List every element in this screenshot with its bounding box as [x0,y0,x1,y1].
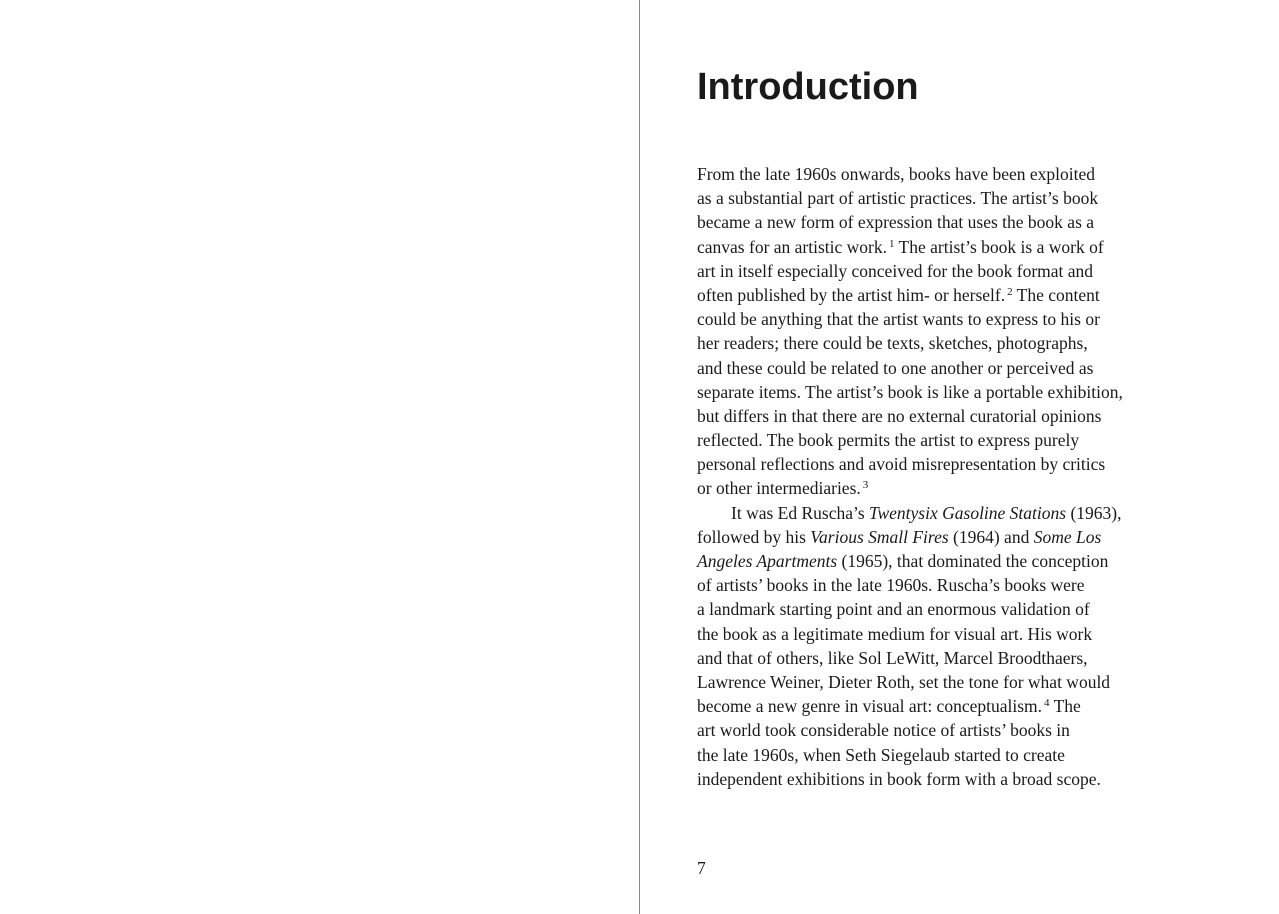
text-line: became a new form of expression that uses the book as a [697,212,1095,233]
footnote-ref: 1 [889,237,895,250]
text-line [697,501,1257,525]
text-line: and that of others, like Sol LeWitt, Marcel Broodthaers, [697,647,1088,668]
chapter-title: Introduction [697,66,919,108]
text-line [697,476,1257,500]
text-segment: canvas for an artistic work. [697,236,887,257]
text-line: a landmark starting point and an enormous validation of [697,599,1090,620]
text-segment: (1964) and [948,526,1034,547]
text-segment: often published by the artist him- or herself. [697,284,1006,305]
text-segment: (1963), [1066,502,1122,523]
text-line: From the late 1960s onwards, books have been exploited [697,164,1096,184]
text-line: the book as a legitimate medium for visual art. His work [697,623,1093,644]
text-segment: followed by his [697,526,811,547]
footnote-ref: 2 [1007,285,1013,298]
text-line: of artists’ books in the late 1960s. Ruscha’s books were [697,575,1085,596]
text-line: could be anything that the artist wants to express to his or [697,309,1100,330]
book-title: Some Los [1033,526,1102,547]
text-line [697,283,1257,307]
text-line [697,235,1257,259]
left-page-blank [0,0,639,914]
text-line: art world took considerable notice of artists’ books in [697,720,1070,741]
text-segment: (1965), that dominated the conception [837,551,1109,571]
text-line [697,525,1257,549]
text-segment: The content [1012,284,1100,305]
body-text [697,162,1257,791]
footnote-ref: 3 [862,479,869,492]
text-segment: It was Ed Ruscha’s [731,502,870,523]
book-title: Various Small Fires [810,526,949,547]
text-line: the late 1960s, when Seth Siegelaub started to create [697,744,1065,765]
text-line: and these could be related to one another or perceived as [697,357,1094,378]
footnote-ref: 4 [1044,697,1050,710]
text-line: personal reflections and avoid misrepresentation by critics [697,454,1106,475]
text-line: but differs in that there are no external curatorial opinions [697,405,1102,426]
text-line [697,549,1257,573]
text-segment: The artist’s book is a work of [894,236,1104,257]
text-segment: become a new genre in visual art: conceptualism. [697,696,1043,717]
text-line: her readers; there could be texts, sketches, photographs, [697,333,1088,354]
right-page [640,0,1279,914]
book-title: Twentysix Gasoline Stations [869,502,1067,523]
text-segment: or other intermediaries. [697,478,861,499]
text-segment: The [1049,696,1081,717]
text-line: reflected. The book permits the artist to express purely [697,430,1080,451]
text-line: separate items. The artist’s book is like a portable exhibition, [697,381,1123,402]
text-line: Lawrence Weiner, Dieter Roth, set the tone for what would [697,671,1111,692]
text-line: as a substantial part of artistic practices. The artist’s book [697,188,1099,209]
book-title: Angeles Apartments [697,551,838,571]
text-line: art in itself especially conceived for the book format and [697,260,1094,281]
page-number: 7 [697,858,706,878]
text-line: independent exhibitions in book form with a broad scope. [697,768,1101,789]
text-line [697,694,1257,718]
